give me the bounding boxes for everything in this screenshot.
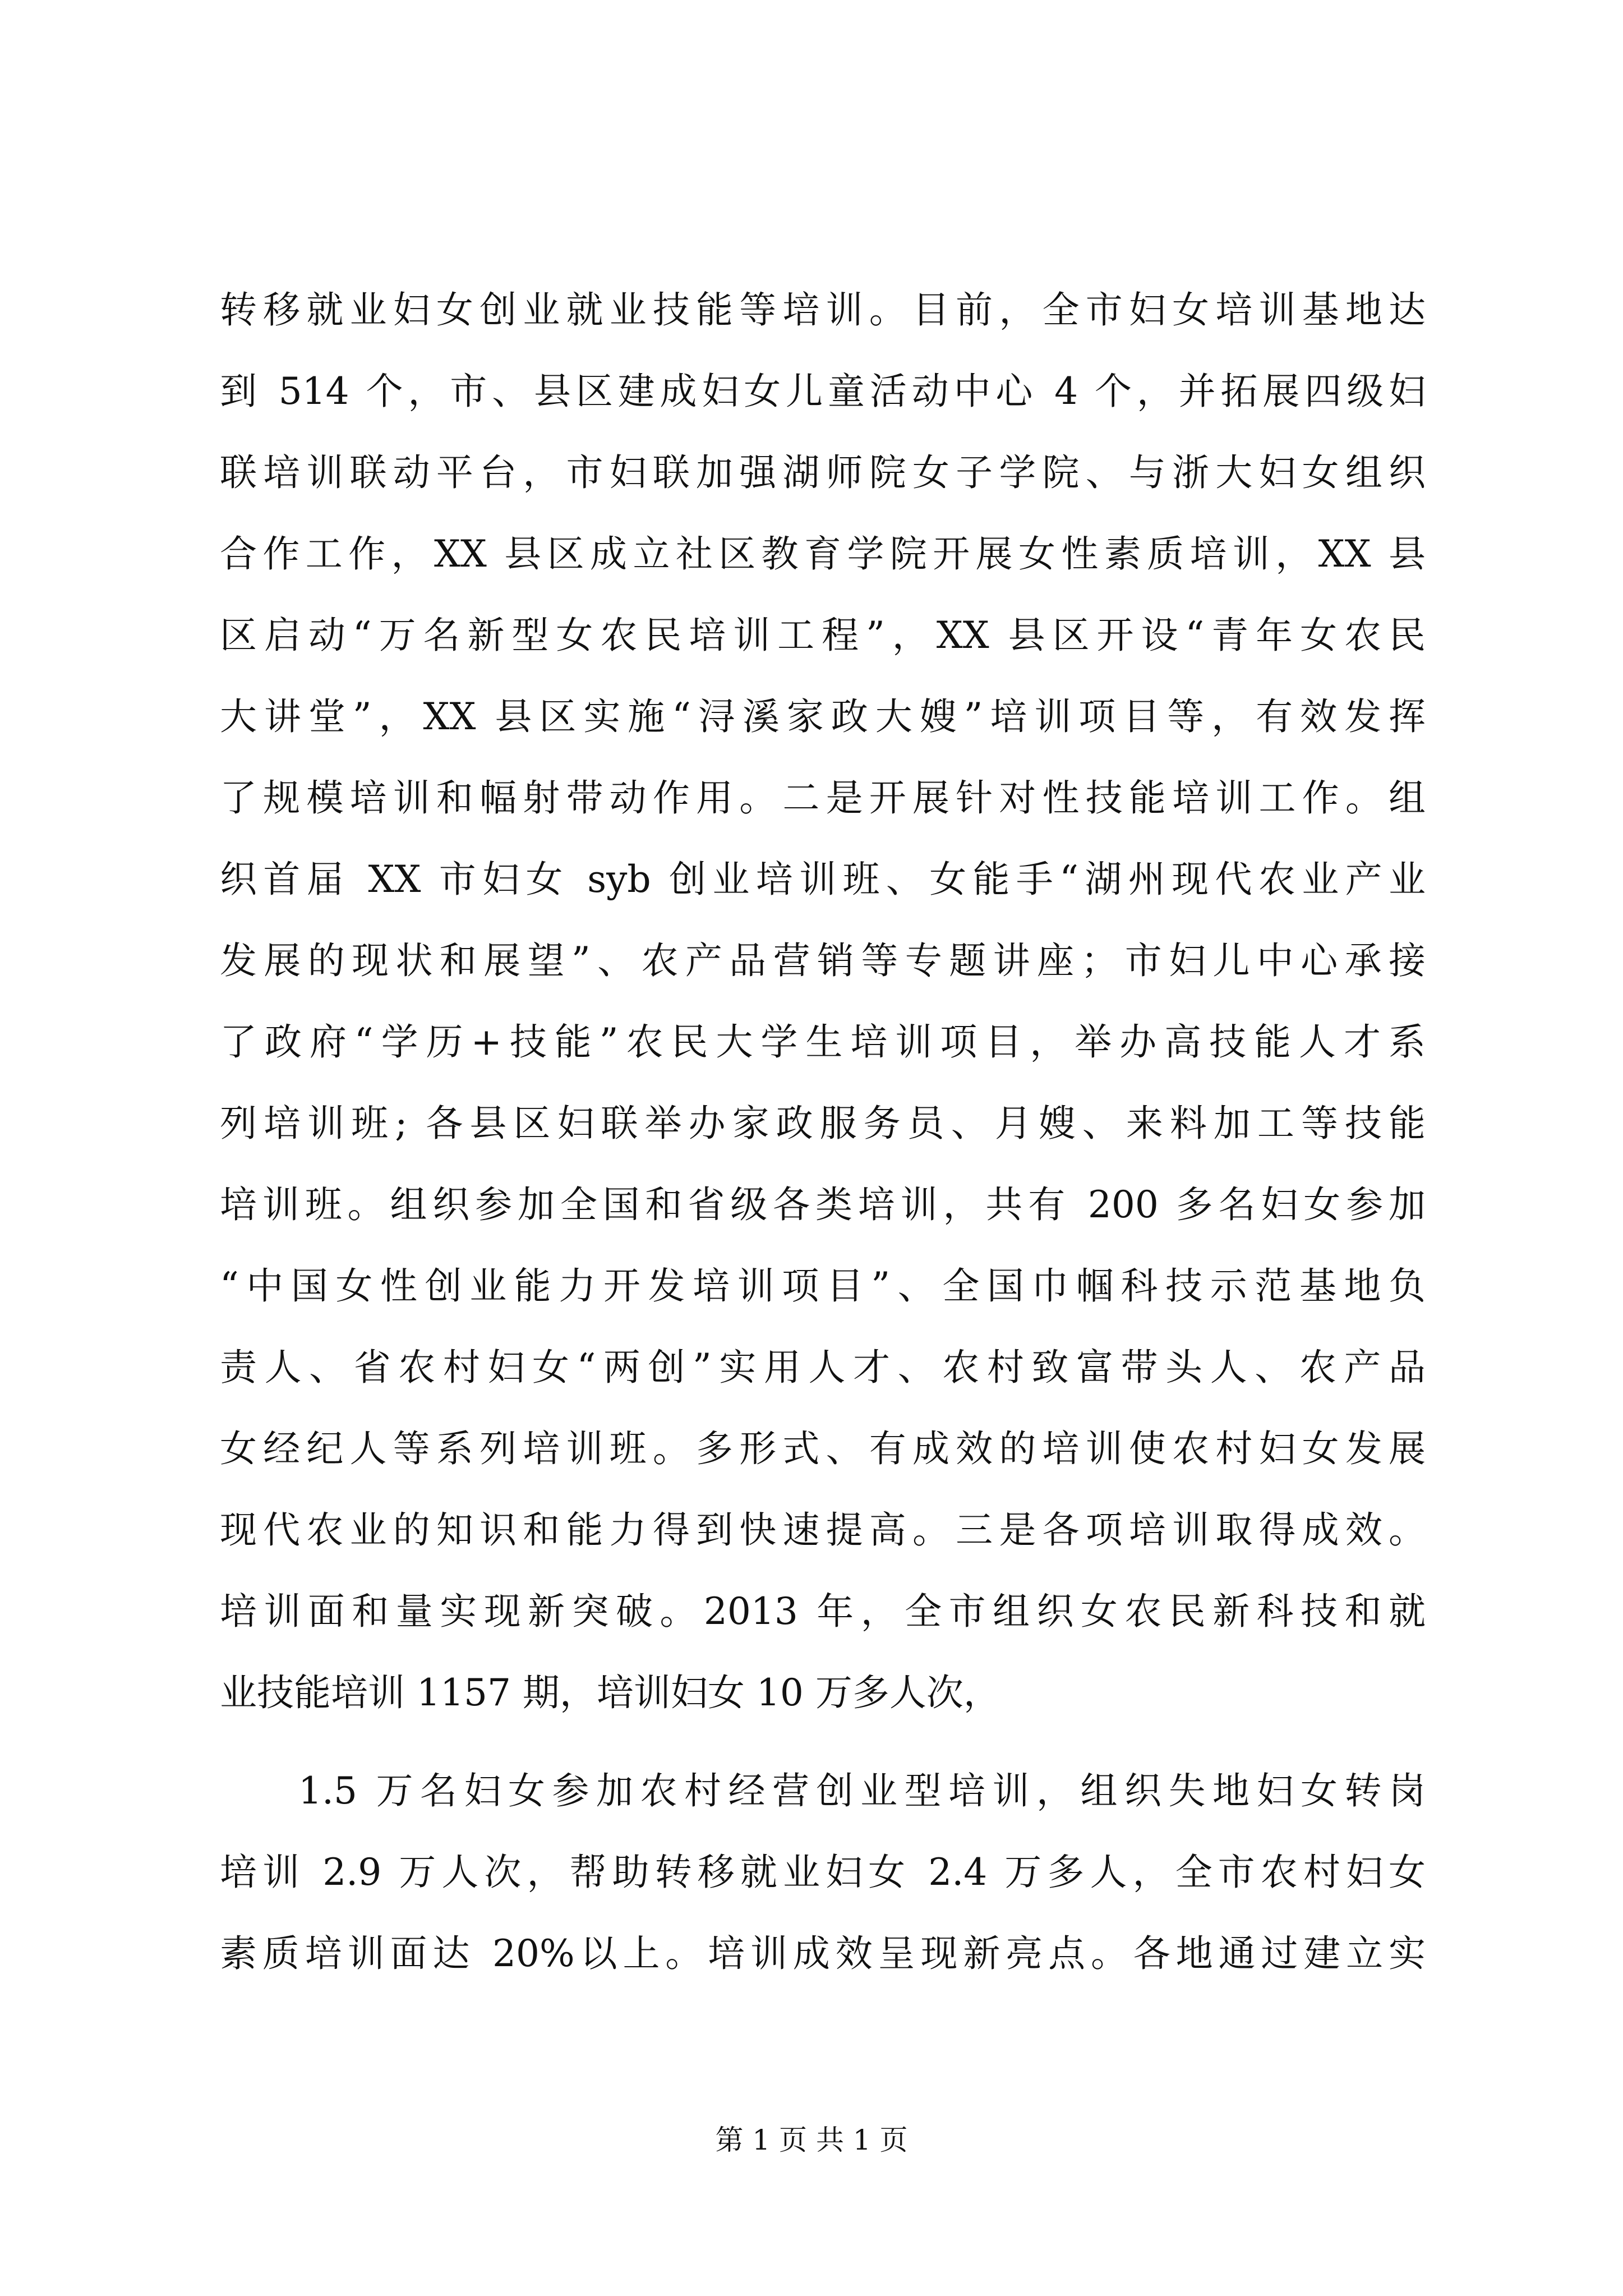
paragraph-2 xyxy=(220,1750,1426,1994)
paragraph-1 xyxy=(220,269,1426,1733)
text-line: 业技能培训 1157 期，培训妇女 10 万多人次， xyxy=(220,1671,1000,1714)
text-line: 了政府“学历+技能”农民大学生培训项目，举办高技能人才系 xyxy=(220,1020,1426,1064)
page-number-label: 第 1 页 共 1 页 xyxy=(715,2124,908,2156)
text-line: 区启动“万名新型女农民培训工程”，XX 县区开设“青年女农民 xyxy=(220,614,1426,657)
text-line: 培训班。组织参加全国和省级各类培训，共有 200 多名妇女参加 xyxy=(220,1183,1426,1226)
text-line: 合作工作，XX 县区成立社区教育学院开展女性素质培训，XX 县 xyxy=(220,532,1426,576)
text-line: 现代农业的知识和能力得到快速提高。三是各项培训取得成效。 xyxy=(220,1508,1426,1552)
text-line: 培训面和量实现新突破。2013 年，全市组织女农民新科技和就 xyxy=(220,1590,1426,1633)
text-line: “中国女性创业能力开发培训项目”、全国巾帼科技示范基地负 xyxy=(220,1264,1426,1308)
text-line: 了规模培训和幅射带动作用。二是开展针对性技能培训工作。组 xyxy=(220,776,1426,820)
text-line: 列培训班; 各县区妇联举办家政服务员、月嫂、来料加工等技能 xyxy=(220,1102,1426,1145)
document-body xyxy=(220,269,1426,1994)
text-line: 素质培训面达 20%以上。培训成效呈现新亮点。各地通过建立实 xyxy=(220,1932,1426,1975)
text-line: 织首届 XX 市妇女 syb 创业培训班、女能手“湖州现代农业产业 xyxy=(220,858,1426,901)
text-line: 转移就业妇女创业就业技能等培训。目前，全市妇女培训基地达 xyxy=(220,288,1426,332)
paragraph-gap xyxy=(220,1733,1426,1750)
text-line: 到 514 个，市、县区建成妇女儿童活动中心 4 个，并拓展四级妇 xyxy=(220,370,1426,413)
page-footer xyxy=(0,2120,1623,2160)
text-line: 1.5 万名妇女参加农村经营创业型培训，组织失地妇女转岗 xyxy=(298,1769,1426,1812)
text-line: 培训 2.9 万人次，帮助转移就业妇女 2.4 万多人，全市农村妇女 xyxy=(220,1851,1426,1894)
text-line: 女经纪人等系列培训班。多形式、有成效的培训使农村妇女发展 xyxy=(220,1427,1426,1470)
text-line: 联培训联动平台，市妇联加强湖师院女子学院、与浙大妇女组织 xyxy=(220,451,1426,494)
text-line: 大讲堂”，XX 县区实施“浔溪家政大嫂”培训项目等，有效发挥 xyxy=(220,695,1426,738)
text-line: 发展的现状和展望”、农产品营销等专题讲座；市妇儿中心承接 xyxy=(220,939,1426,982)
text-line: 责人、省农村妇女“两创”实用人才、农村致富带头人、农产品 xyxy=(220,1346,1426,1389)
